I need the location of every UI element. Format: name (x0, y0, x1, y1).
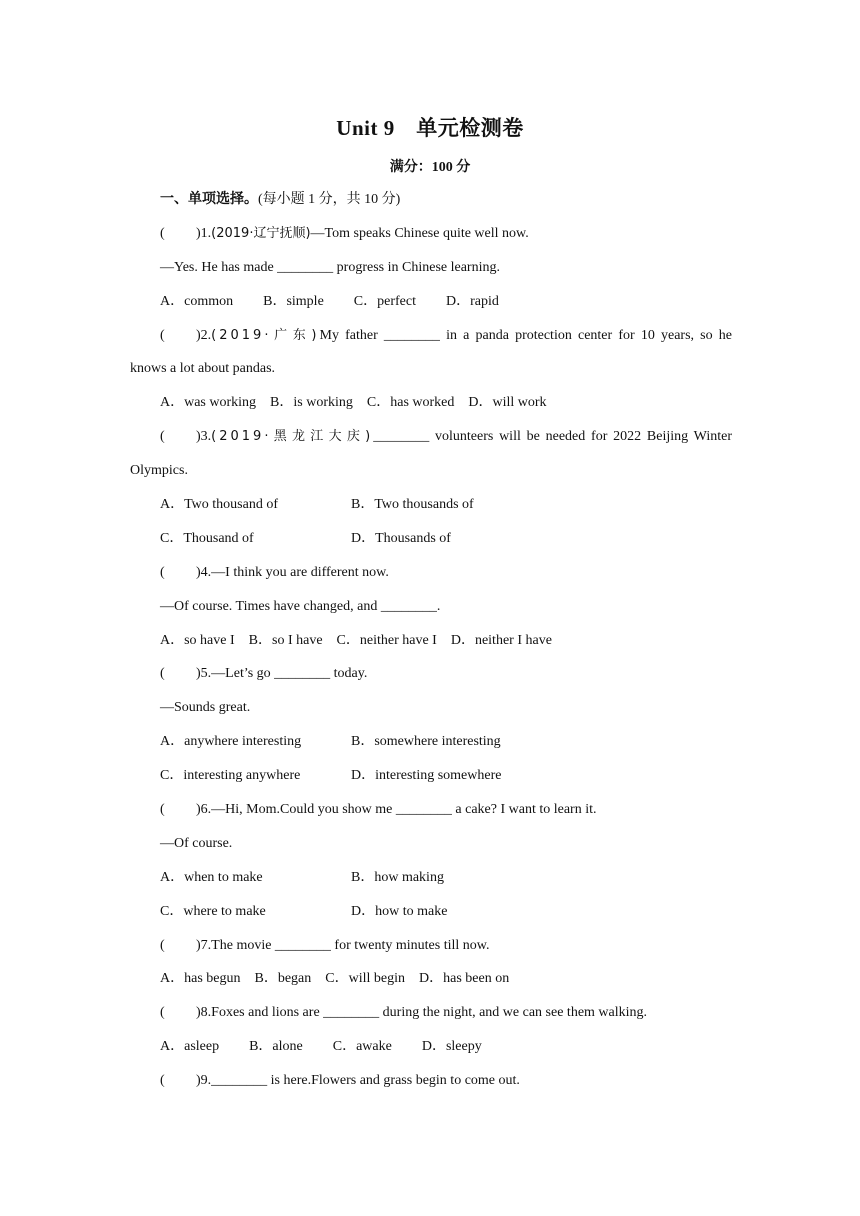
answer-blank[interactable]: ( (160, 666, 165, 682)
answer-blank[interactable]: ( (160, 802, 165, 818)
question-5-options-row2 (130, 764, 732, 798)
question-4: ( )4.—I think you are different now. (130, 561, 732, 595)
option-a[interactable]: A．was working (160, 395, 257, 411)
option-c[interactable]: C．Thousand of (160, 530, 254, 546)
option-c[interactable]: C．awake (332, 1039, 392, 1055)
option-a[interactable]: A．when to make (160, 869, 263, 885)
option-d[interactable]: D．rapid (445, 293, 499, 309)
question-4-reply: —Of course. Times have changed, and ________. (160, 598, 441, 614)
question-stem: —Let’s go ________ today. (211, 666, 368, 682)
question-stem: My father ________ in a panda protection center for 10 years, so he (319, 327, 732, 343)
question-3-options-row1 (130, 493, 732, 527)
option-c[interactable]: C．neither have I (336, 632, 437, 648)
question-2-options (130, 391, 732, 425)
question-3-options-row2 (130, 527, 732, 561)
question-stem: ________ is here.Flowers and grass begin to come out. (211, 1073, 520, 1089)
question-stem: —Hi, Mom.Could you show me ________ a cake? I want to learn it. (211, 802, 597, 818)
question-9: ( )9.________ is here.Flowers and grass begin to come out. (130, 1069, 732, 1103)
option-a[interactable]: A．has begun (160, 971, 241, 987)
option-b[interactable]: B．somewhere interesting (351, 734, 501, 750)
question-source: (2019·广东) (211, 327, 320, 343)
option-d[interactable]: D．sleepy (421, 1039, 482, 1055)
question-source: (2019·黑龙江大庆) (211, 429, 374, 445)
option-c[interactable]: C．has worked (366, 395, 455, 411)
question-stem: —Tom speaks Chinese quite well now. (310, 225, 529, 241)
question-stem: ________ volunteers will be needed for 2022 Beijing Winter (373, 429, 732, 445)
question-5: ( )5.—Let’s go ________ today. (130, 662, 732, 696)
question-7: ( )7.The movie ________ for twenty minutes till now. (130, 934, 732, 968)
option-d[interactable]: D．interesting somewhere (351, 768, 502, 784)
answer-blank[interactable]: ( (160, 225, 165, 241)
option-b[interactable]: B．how making (351, 869, 444, 885)
option-c[interactable]: C．will begin (325, 971, 405, 987)
option-c[interactable]: C．perfect (353, 293, 416, 309)
question-5-options-row1 (130, 730, 732, 764)
page-title: Unit 9 单元检测卷 (336, 116, 524, 140)
option-b[interactable]: B．alone (249, 1039, 303, 1055)
question-6-options-row2 (130, 900, 732, 934)
answer-blank[interactable]: ( (160, 327, 165, 343)
question-1-reply: —Yes. He has made ________ progress in Chinese learning. (160, 259, 500, 275)
full-score: 满分：100 分 (389, 160, 471, 175)
option-b[interactable]: B．began (254, 971, 312, 987)
question-8: ( )8.Foxes and lions are ________ during the night, and we can see them walking. (130, 1001, 732, 1035)
question-stem: Foxes and lions are ________ during the night, and we can see them walking. (211, 1005, 648, 1021)
question-6: ( )6.—Hi, Mom.Could you show me ________ a cake? I want to learn it. (130, 798, 732, 832)
question-stem: The movie ________ for twenty minutes till now. (211, 937, 490, 953)
option-c[interactable]: C．interesting anywhere (160, 768, 301, 784)
answer-blank[interactable]: ( (160, 937, 165, 953)
question-2: ( )2.(2019·广东)My father ________ in a panda protection center for 10 years, so he (130, 324, 732, 358)
section-heading (130, 188, 732, 222)
answer-blank[interactable]: ( (160, 564, 165, 580)
option-d[interactable]: D．neither I have (450, 632, 552, 648)
section-number: 一、单项选择。 (160, 192, 258, 207)
answer-blank[interactable]: ( (160, 429, 165, 445)
question-source: (2019·辽宁抚顺) (211, 225, 311, 241)
question-3: ( )3.(2019·黑龙江大庆)________ volunteers will be needed for 2022 Beijing Winter (130, 425, 732, 459)
question-6-options-row1 (130, 866, 732, 900)
option-b[interactable]: B．simple (263, 293, 324, 309)
option-a[interactable]: A．common (160, 293, 234, 309)
question-8-options (130, 1035, 732, 1069)
option-a[interactable]: A．asleep (160, 1039, 220, 1055)
option-d[interactable]: D．how to make (351, 903, 448, 919)
option-a[interactable]: A．so have I (160, 632, 235, 648)
question-4-options (130, 629, 732, 663)
option-b[interactable]: B．Two thousands of (351, 497, 474, 513)
question-6-reply: —Of course. (160, 835, 233, 851)
question-stem: —I think you are different now. (211, 564, 389, 580)
question-3-continued: Olympics. (130, 463, 188, 479)
answer-blank[interactable]: ( (160, 1005, 165, 1021)
question-7-options (130, 967, 732, 1001)
question-1-options (130, 290, 732, 324)
option-a[interactable]: A．anywhere interesting (160, 734, 302, 750)
option-d[interactable]: D．has been on (419, 971, 510, 987)
question-1: ( )1.(2019·辽宁抚顺)—Tom speaks Chinese quite well now. (130, 222, 732, 256)
section-note: (每小题 1 分，共 10 分) (258, 192, 401, 207)
answer-blank[interactable]: ( (160, 1073, 165, 1089)
option-b[interactable]: B．so I have (248, 632, 323, 648)
option-d[interactable]: D．Thousands of (351, 530, 451, 546)
question-2-continued: knows a lot about pandas. (130, 361, 276, 377)
question-5-reply: —Sounds great. (160, 700, 251, 716)
exam-content (130, 188, 732, 1103)
option-b[interactable]: B．is working (270, 395, 353, 411)
option-d[interactable]: D．will work (468, 395, 547, 411)
option-c[interactable]: C．where to make (160, 903, 266, 919)
option-a[interactable]: A．Two thousand of (160, 497, 279, 513)
